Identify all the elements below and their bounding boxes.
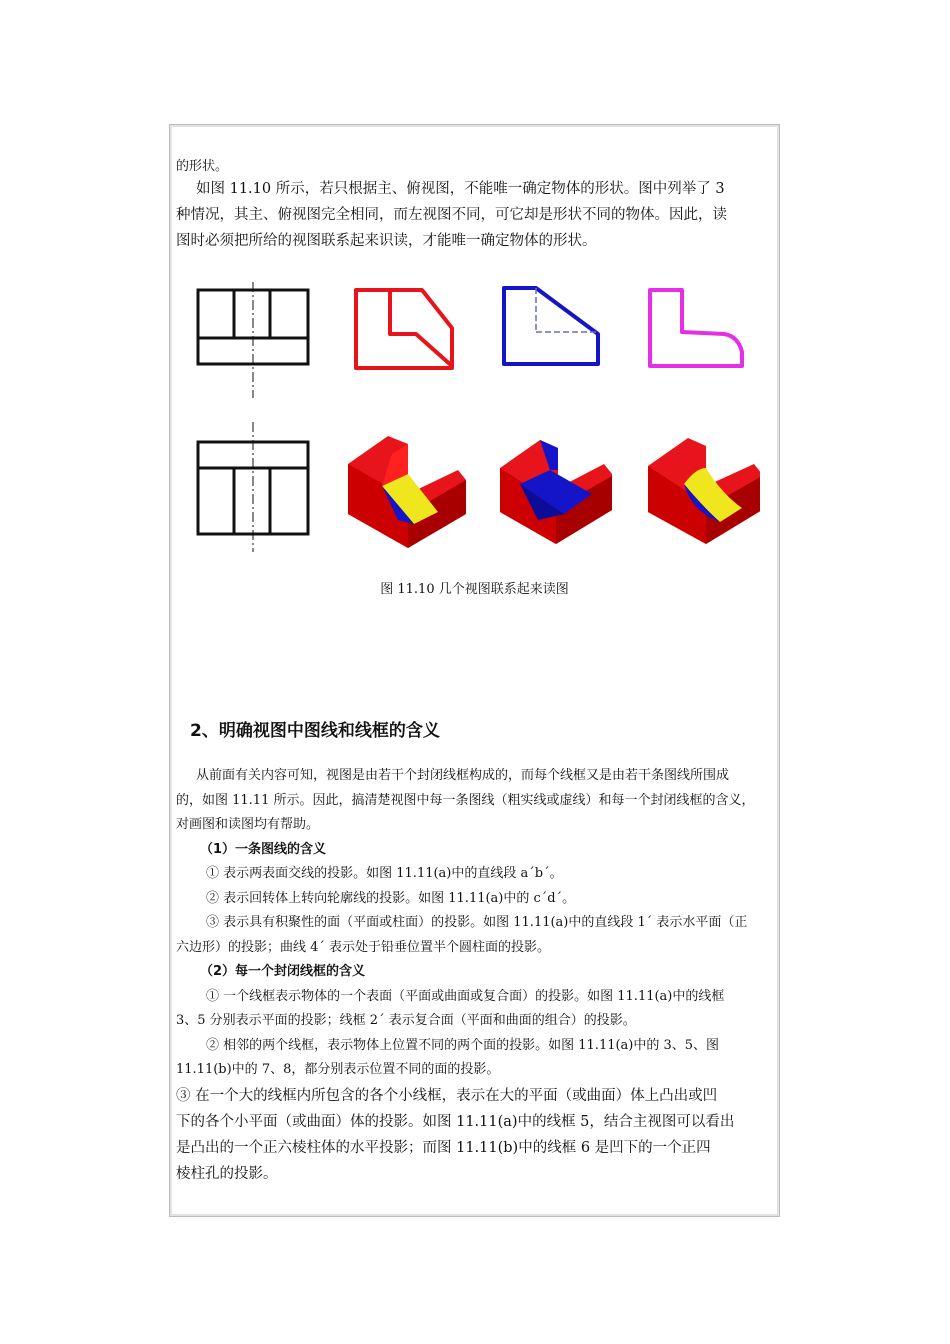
top-fragment: 的形状。 xyxy=(176,159,229,174)
final-paragraph-line: 下的各个小平面（或曲面）体的投影。如图 11.11(a)中的线框 5，结合主视图可以看出 xyxy=(176,1113,735,1130)
final-paragraph-line: 是凸出的一个正六棱柱体的水平投影；而图 11.11(b)中的线框 6 是凹下的一个正四 xyxy=(176,1139,711,1156)
side-view-magenta xyxy=(650,290,742,366)
list-item-continuation: 11.11(b)中的 7、8，都分别表示位置不同的面的投影。 xyxy=(176,1062,500,1077)
solid-red-yellow xyxy=(348,436,466,548)
paragraph-1 xyxy=(176,176,776,254)
list-item-continuation: 3、5 分别表示平面的投影；线框 2´ 表示复合面（平面和曲面的组合）的投影。 xyxy=(176,1013,636,1028)
final-paragraph-line: 棱柱孔的投影。 xyxy=(176,1165,278,1182)
paragraph-2 xyxy=(176,764,776,1187)
list-item: ② 表示回转体上转向轮廓线的投影。如图 11.11(a)中的 c´d´。 xyxy=(206,890,576,906)
paragraph-2-line: 的，如图 11.11 所示。因此，搞清楚视图中每一条图线（粗实线或虚线）和每一个封闭线框的含义， xyxy=(176,792,755,808)
sub-heading-1: （1）一条图线的含义 xyxy=(200,841,327,857)
figure-11-10 xyxy=(190,276,760,554)
list-item-continuation: 六边形）的投影；曲线 4´ 表示处于铅垂位置半个圆柱面的投影。 xyxy=(176,939,551,955)
solid-red-blue xyxy=(500,440,612,544)
solid-red-yellow-curve xyxy=(648,438,760,544)
paragraph-1-line: 如图 11.10 所示，若只根据主、俯视图，不能唯一确定物体的形状。图中列举了 3 xyxy=(196,181,725,197)
final-paragraph-line: ③ 在一个大的线框内所包含的各个小线框，表示在大的平面（或曲面）体上凸出或凹 xyxy=(176,1087,718,1104)
paragraph-1-line: 图时必须把所给的视图联系起来识读，才能唯一确定物体的形状。 xyxy=(176,233,597,249)
sub-heading-2: （2）每一个封闭线框的含义 xyxy=(200,964,366,979)
side-view-red xyxy=(356,290,452,368)
list-item: ① 表示两表面交线的投影。如图 11.11(a)中的直线段 a´b´。 xyxy=(206,866,563,881)
side-view-blue xyxy=(504,288,598,364)
paragraph-2-line: 对画图和读图均有帮助。 xyxy=(176,817,320,832)
paragraph-1-line: 种情况，其主、俯视图完全相同，而左视图不同，可它却是形状不同的物体。因此，读 xyxy=(176,207,727,223)
paragraph-2-line: 从前面有关内容可知，视图是由若干个封闭线框构成的，而每个线框又是由若干条图线所围成 xyxy=(196,768,730,783)
list-item: ② 相邻的两个线框，表示物体上位置不同的两个面的投影。如图 11.11(a)中的 3、5、图 xyxy=(206,1037,720,1053)
list-item: ③ 表示具有积聚性的面（平面或柱面）的投影。如图 11.11(a)中的直线段 1´ 表示水平面（正 xyxy=(206,915,748,930)
section-heading: 2、明确视图中图线和线框的含义 xyxy=(190,721,440,741)
list-item: ① 一个线框表示物体的一个表面（平面或曲面或复合面）的投影。如图 11.11(a)中的线框 xyxy=(206,988,725,1004)
figure-caption: 图 11.10 几个视图联系起来读图 xyxy=(380,582,569,597)
